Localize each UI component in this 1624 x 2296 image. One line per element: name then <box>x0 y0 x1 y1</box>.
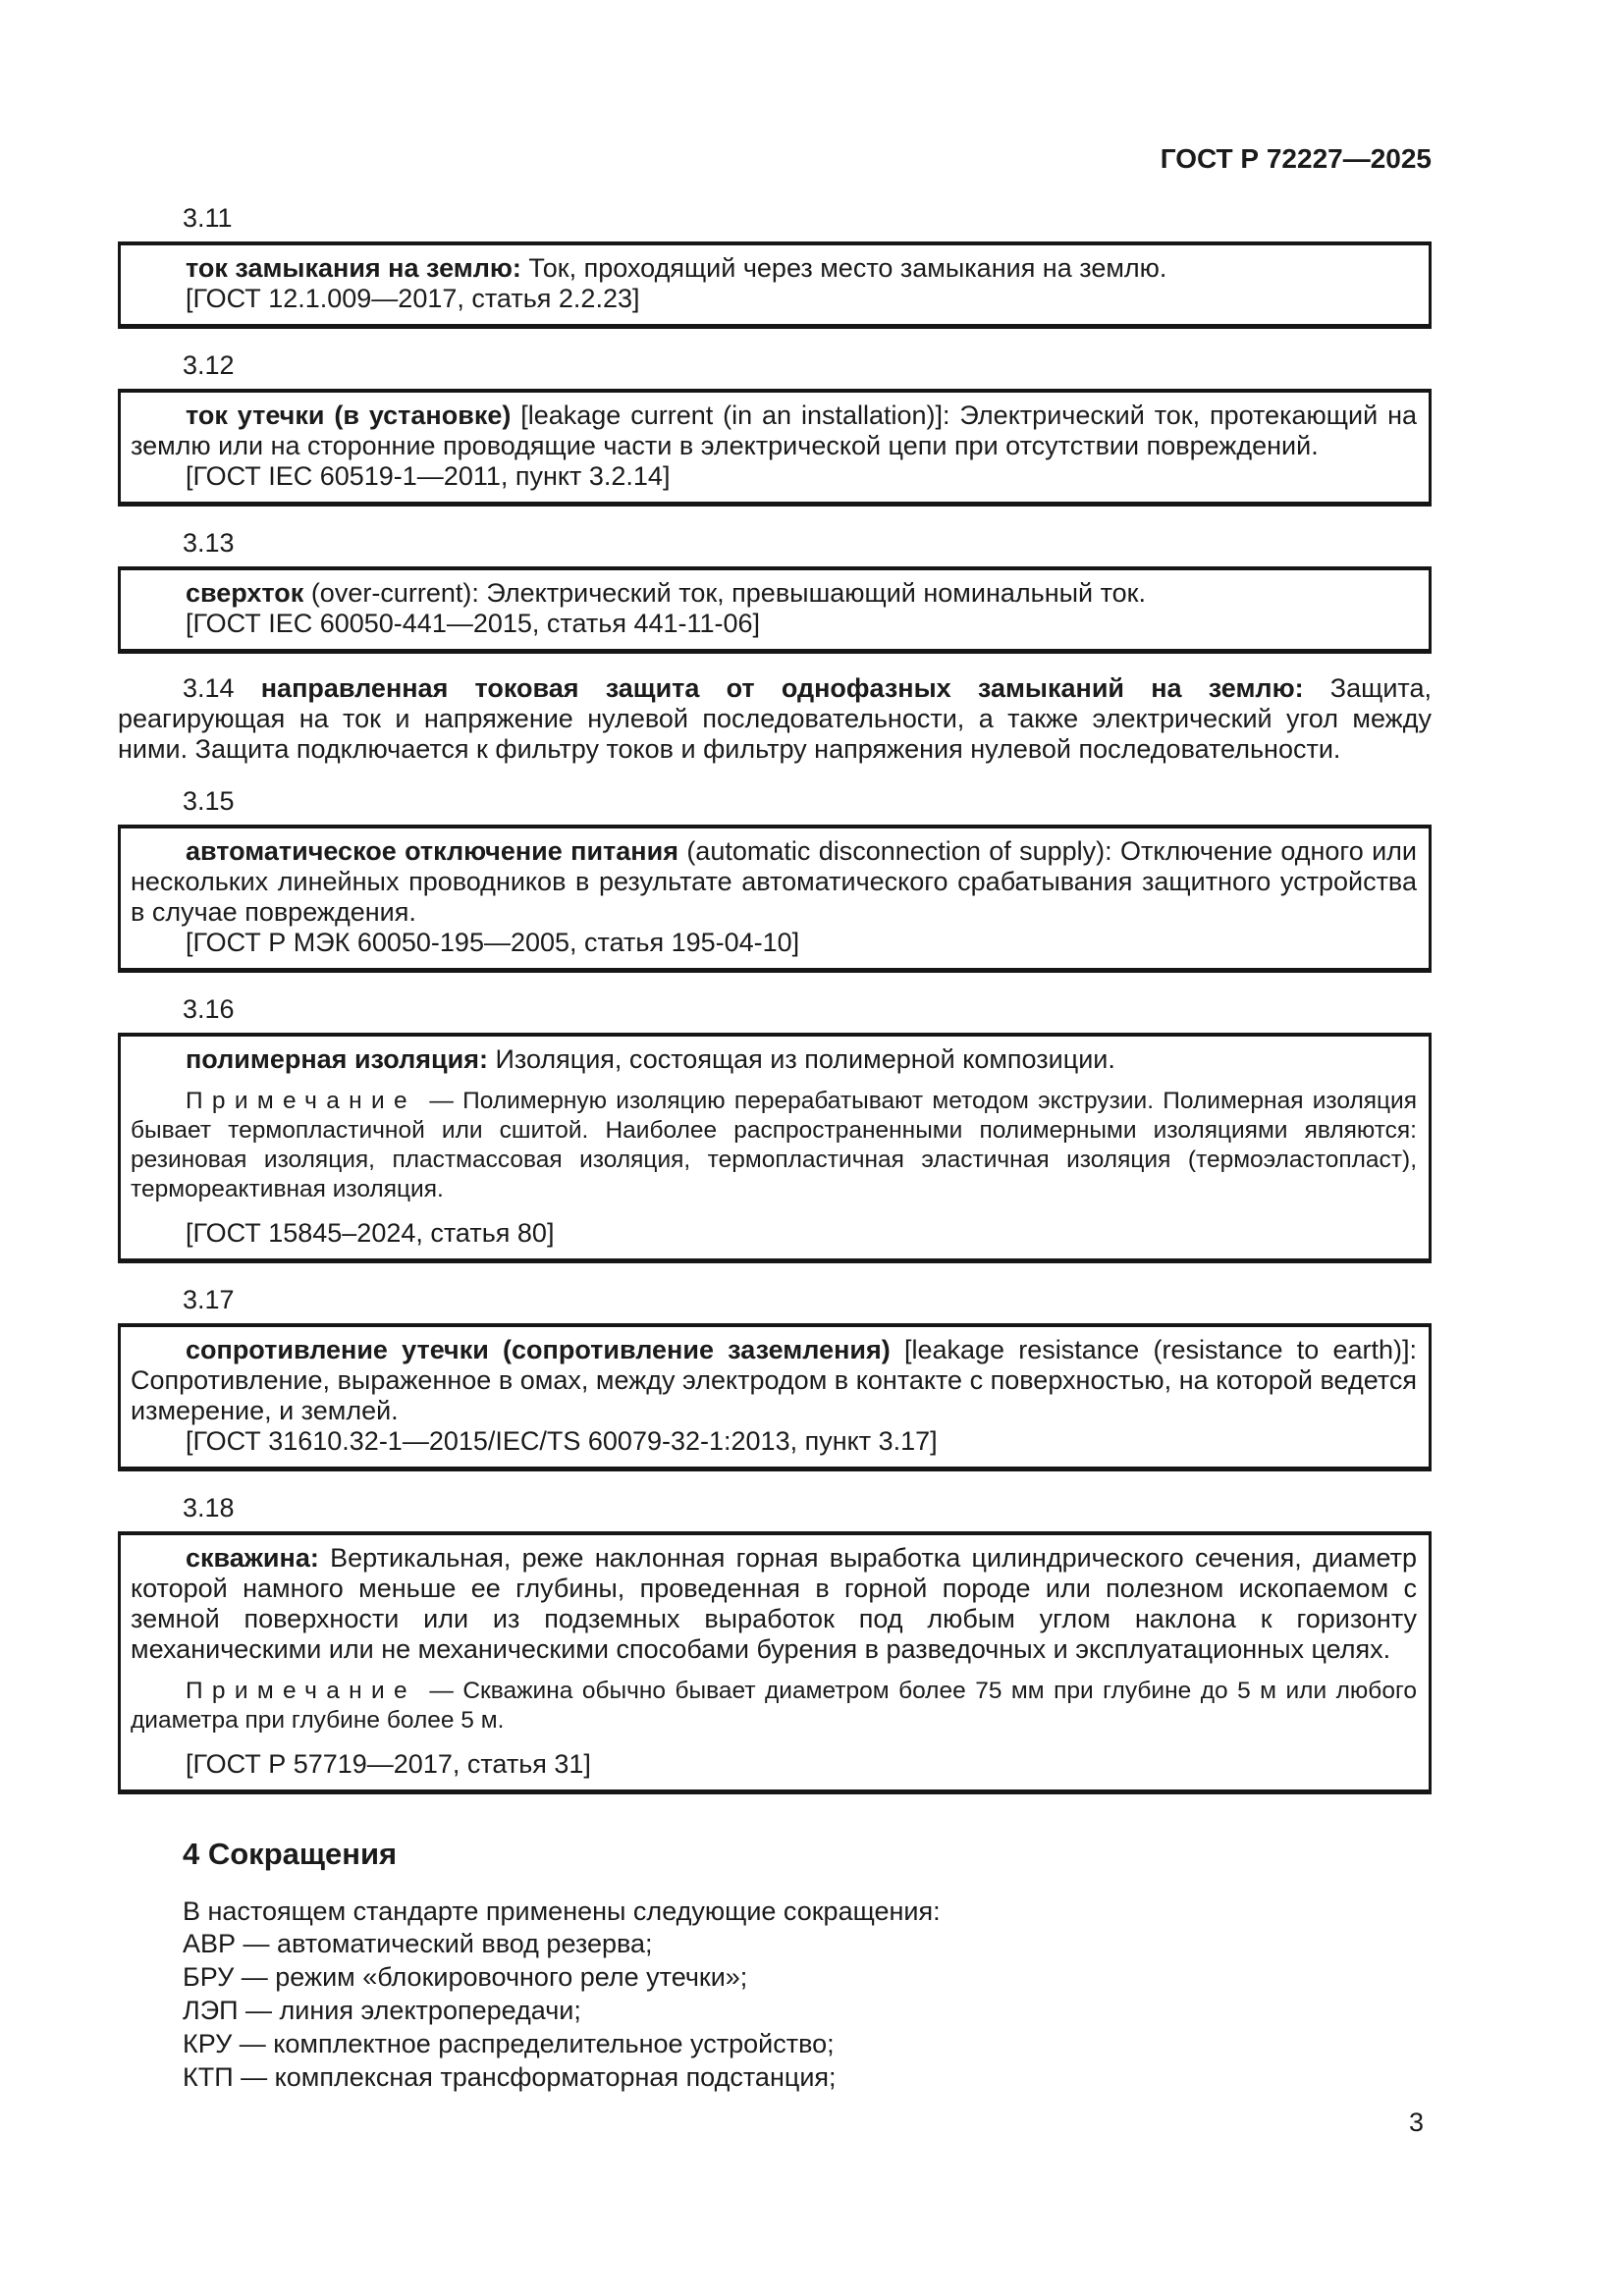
definition-box-3-13 <box>118 566 1432 654</box>
term-bold: автоматическое отключение питания <box>186 836 678 866</box>
term-paragraph <box>131 1044 1417 1075</box>
definition-box-3-12 <box>118 389 1432 507</box>
term-text: Изоляция, состоящая из полимерной композиции. <box>487 1044 1115 1074</box>
term-paragraph <box>131 253 1417 284</box>
abbreviation-item: КТП — комплексная трансформаторная подстанция; <box>183 2062 837 2092</box>
section-label-3-16: 3.16 <box>183 994 235 1024</box>
term-text: Вертикальная, реже наклонная горная выработка цилиндрического сечения, диаметр которой намного меньше ее глубины, проведенная в горной породе или полезном ископаемом с земной поверхности или из подземных выработок под любым углом наклона к горизонту механическими или не механическими способами бурения в разведочных и эксплуатационных целях. <box>131 1543 1417 1664</box>
definition-box-3-16 <box>118 1033 1432 1263</box>
definition-box-3-11 <box>118 241 1432 329</box>
abbreviation-item: ЛЭП — линия электропередачи; <box>183 1996 581 2025</box>
abbreviation-item: БРУ — режим «блокировочного реле утечки»; <box>183 1962 748 1992</box>
source-reference: [ГОСТ 15845–2024, статья 80] <box>186 1218 555 1248</box>
inline-definition-3-14 <box>118 673 1432 765</box>
term-paragraph <box>131 578 1417 609</box>
definition-box-3-18 <box>118 1531 1432 1794</box>
term-text: Ток, проходящий через место замыкания на землю. <box>520 253 1167 283</box>
source-reference: [ГОСТ Р 57719—2017, статья 31] <box>186 1749 591 1779</box>
term-paragraph <box>131 1335 1417 1426</box>
note-paragraph <box>131 1677 1417 1735</box>
note-paragraph <box>131 1087 1417 1204</box>
term-bold: скважина: <box>186 1543 319 1573</box>
term-bold: сопротивление утечки (сопротивление заземления) <box>186 1335 891 1364</box>
definition-box-3-17 <box>118 1323 1432 1471</box>
note-text: — Скважина обычно бывает диаметром более 75 мм при глубине до 5 м или любого диаметра при глубине более 5 м. <box>131 1678 1417 1734</box>
source-reference: [ГОСТ 31610.32-1—2015/IEC/TS 60079-32-1:2013, пункт 3.17] <box>186 1426 938 1456</box>
page-number: 3 <box>1408 2108 1424 2137</box>
document-standard-number: ГОСТ Р 72227—2025 <box>1160 143 1432 174</box>
note-text: — Полимерную изоляцию перерабатывают методом экструзии. Полимерная изоляция бывает термопластичной или сшитой. Наиболее распространенными полимерными изоляциями являются: резиновая изоляция, пластмассовая изоляция, термопластичная эластичная изоляция (термоэластопласт), термореактивная изоляция. <box>131 1088 1417 1202</box>
source-reference: [ГОСТ IEC 60519-1—2011, пункт 3.2.14] <box>186 461 671 491</box>
section-label-3-17: 3.17 <box>183 1285 235 1314</box>
term-text: Защита, реагирующая на ток и напряжение нулевой последовательности, а также электрический угол между ними. Защита подключается к фильтру токов и фильтру напряжения нулевой последовательности. <box>118 673 1433 764</box>
section-number: 3.14 <box>183 673 261 703</box>
section-label-3-13: 3.13 <box>183 528 235 558</box>
term-text: [leakage current (in an installation)]: Электрический ток, протекающий на землю или на сторонние проводящие части в электрической цепи при отсутствии повреждений. <box>131 400 1418 460</box>
term-bold: сверхток <box>186 578 304 608</box>
term-text: (automatic disconnection of supply): Отключение одного или нескольких линейных проводников в результате автоматического срабатывания защитного устройства в случае повреждения. <box>131 836 1417 927</box>
term-paragraph <box>131 836 1417 928</box>
section-label-3-15: 3.15 <box>183 786 235 816</box>
term-bold: ток замыкания на землю: <box>186 253 521 283</box>
section-4-heading: 4 Сокращения <box>183 1837 398 1871</box>
term-bold: направленная токовая защита от однофазных замыканий на землю: <box>260 673 1304 703</box>
abbreviation-item: КРУ — комплектное распределительное устройство; <box>183 2029 835 2058</box>
source-reference: [ГОСТ 12.1.009—2017, статья 2.2.23] <box>186 284 640 313</box>
section-label-3-12: 3.12 <box>183 350 235 380</box>
term-paragraph <box>131 400 1417 461</box>
source-reference: [ГОСТ IEC 60050-441—2015, статья 441-11-06] <box>186 609 761 638</box>
note-label: Примечание <box>186 1088 416 1114</box>
section-label-3-18: 3.18 <box>183 1493 235 1522</box>
intro-paragraph: В настоящем стандарте применены следующие сокращения: <box>183 1896 941 1926</box>
term-bold: ток утечки (в установке) <box>186 400 512 430</box>
term-paragraph <box>131 1543 1417 1665</box>
source-reference: [ГОСТ Р МЭК 60050-195—2005, статья 195-04-10] <box>186 928 800 957</box>
definition-box-3-15 <box>118 825 1432 973</box>
term-text: (over-current): Электрический ток, превышающий номинальный ток. <box>303 578 1146 608</box>
term-text: [leakage resistance (resistance to earth)]: Сопротивление, выраженное в омах, между электродом в контакте с поверхностью, на которой ведется измерение, и землей. <box>131 1335 1417 1425</box>
abbreviation-item: АВР — автоматический ввод резерва; <box>183 1929 653 1958</box>
section-label-3-11: 3.11 <box>183 203 233 233</box>
note-label: Примечание <box>186 1678 416 1704</box>
term-bold: полимерная изоляция: <box>186 1044 488 1074</box>
